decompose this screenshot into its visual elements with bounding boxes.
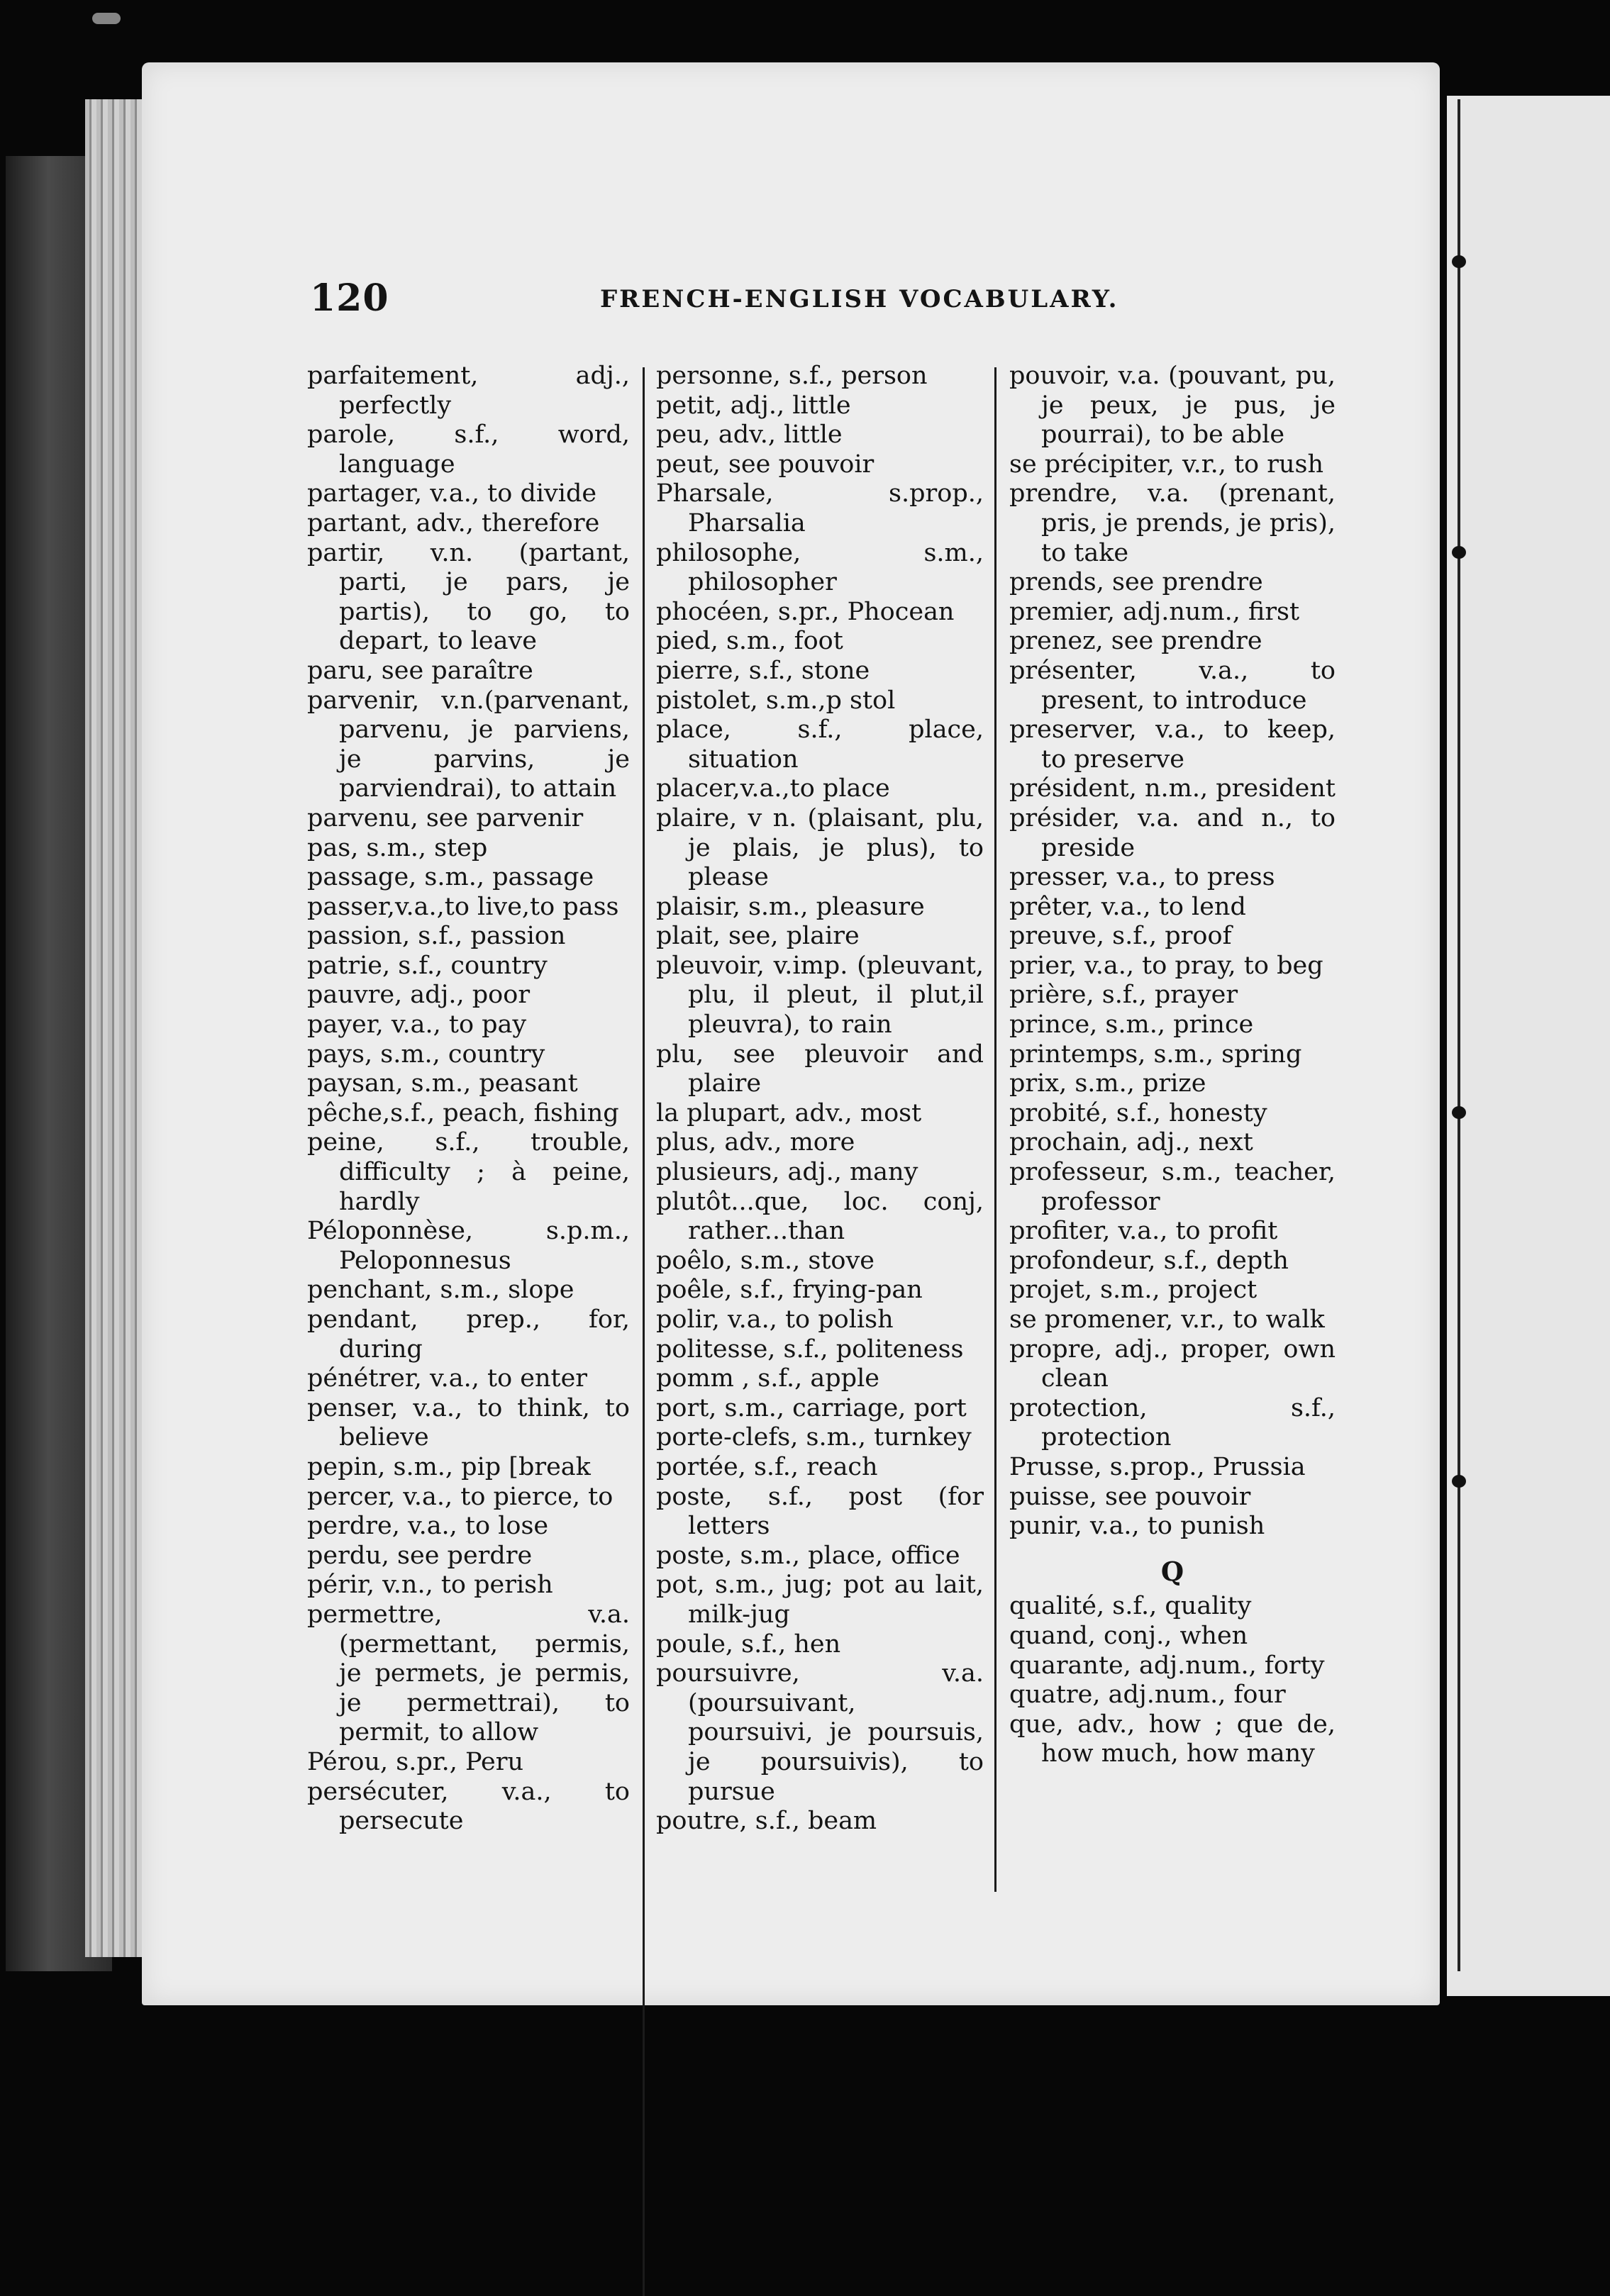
vocab-entry: poutre, s.f., beam: [656, 1807, 877, 1836]
vocab-entry: pied, s.m., foot: [656, 627, 843, 656]
vocab-entry: prier, v.a., to pray, to beg: [1009, 951, 1323, 980]
vocab-entry: pistolet, s.m.,p stol: [656, 686, 896, 715]
vocab-entry: pot, s.m., jug; pot au lait, milk-jug: [656, 1571, 984, 1629]
vocab-entry: poste, s.f., post (for letters: [656, 1482, 984, 1541]
vocab-entry: plus, adv., more: [656, 1128, 855, 1157]
vocab-entry: plait, see, plaire: [656, 922, 860, 951]
vocab-entry: projet, s.m., project: [1009, 1276, 1258, 1305]
running-head: FRENCH-ENGLISH VOCABULARY.: [600, 285, 1119, 313]
vocab-entry: poêle, s.f., frying-pan: [656, 1276, 923, 1305]
column-divider: [643, 367, 645, 2296]
vocab-entry: peine, s.f., trouble, difficulty ; à peine, hardly: [307, 1128, 630, 1216]
vocab-entry: poule, s.f., hen: [656, 1629, 841, 1659]
vocab-entry: pauvre, adj., poor: [307, 981, 531, 1010]
binding-mark: [1452, 546, 1466, 559]
vocab-entry: patrie, s.f., country: [307, 951, 548, 980]
vocab-entry: professeur, s.m., teacher, professor: [1009, 1158, 1336, 1216]
vocab-entry: passion, s.f., passion: [307, 922, 566, 951]
vocab-entry: profiter, v.a., to profit: [1009, 1217, 1278, 1246]
vocab-entry: passer,v.a.,to live,to pass: [307, 892, 619, 921]
vocab-entry: plu, see pleuvoir and plaire: [656, 1040, 984, 1098]
vocab-entry: la plupart, adv., most: [656, 1098, 922, 1127]
vocab-entry: permettre, v.a. (permettant, permis, je permets, je permis, je permettrai), to permit, to allow: [307, 1600, 630, 1747]
vocab-entry: prix, s.m., prize: [1009, 1069, 1206, 1098]
binding-mark: [1452, 1475, 1466, 1488]
vocab-entry: parole, s.f., word, language: [307, 420, 630, 479]
vocab-entry: que, adv., how ; que de, how much, how many: [1009, 1710, 1336, 1768]
vocab-entry: quand, conj., when: [1009, 1621, 1248, 1650]
vocab-entry: preserver, v.a., to keep, to preserve: [1009, 715, 1336, 774]
vocab-entry: pendant, prep., for, during: [307, 1305, 630, 1364]
vocab-entry: prince, s.m., prince: [1009, 1010, 1254, 1040]
vocab-entry: présenter, v.a., to present, to introduce: [1009, 656, 1336, 715]
vocab-entry: polir, v.a., to polish: [656, 1305, 894, 1334]
vocab-entry: pierre, s.f., stone: [656, 656, 870, 685]
vocab-entry: puisse, see pouvoir: [1009, 1482, 1251, 1511]
scan-artifact: [92, 13, 121, 24]
binding-mark: [1452, 255, 1466, 268]
vocab-entry: port, s.m., carriage, port: [656, 1393, 967, 1422]
vocab-entry: payer, v.a., to pay: [307, 1010, 527, 1040]
vocab-entry: Pérou, s.pr., Peru: [307, 1747, 524, 1776]
vocab-entry: politesse, s.f., politeness: [656, 1334, 964, 1364]
vocab-entry: plaisir, s.m., pleasure: [656, 892, 925, 921]
vocab-entry: plaire, v n. (plaisant, plu, je plais, je plus), to please: [656, 803, 984, 892]
vocab-entry: Pharsale, s.prop., Pharsalia: [656, 479, 984, 537]
column-3: [1009, 362, 1336, 1769]
vocab-entry: pepin, s.m., pip [break: [307, 1452, 591, 1481]
vocab-entry: Prusse, s.prop., Prussia: [1009, 1452, 1306, 1481]
facing-page: [1447, 96, 1610, 1996]
vocab-entry: pénétrer, v.a., to enter: [307, 1364, 588, 1393]
vocab-entry: périr, v.n., to perish: [307, 1571, 553, 1600]
vocab-entry: petit, adj., little: [656, 391, 851, 420]
vocab-entry: prochain, adj., next: [1009, 1128, 1253, 1157]
vocab-entry: poste, s.m., place, office: [656, 1541, 960, 1570]
vocab-entry: prends, see prendre: [1009, 568, 1263, 597]
vocab-entry: protection, s.f., protection: [1009, 1393, 1336, 1452]
vocab-entry: punir, v.a., to punish: [1009, 1512, 1265, 1541]
column-2: [656, 362, 984, 1837]
vocab-entry: partager, v.a., to divide: [307, 479, 597, 508]
vocab-entry: prenez, see prendre: [1009, 627, 1262, 656]
vocab-entry: Péloponnèse, s.p.m., Peloponnesus: [307, 1217, 630, 1275]
vocab-entry: plusieurs, adj., many: [656, 1158, 918, 1187]
column-1: [307, 362, 630, 1837]
page-number: 120: [310, 277, 389, 320]
vocab-entry: philosophe, s.m., philosopher: [656, 538, 984, 597]
vocab-entry: pas, s.m., step: [307, 833, 488, 862]
vocab-entry: premier, adj.num., first: [1009, 597, 1300, 626]
vocab-entry: président, n.m., president: [1009, 774, 1336, 803]
vocab-entry: pays, s.m., country: [307, 1040, 545, 1069]
vocab-entry: persécuter, v.a., to persecute: [307, 1777, 630, 1836]
vocab-entry: paysan, s.m., peasant: [307, 1069, 578, 1098]
vocab-entry: portée, s.f., reach: [656, 1452, 878, 1481]
column-divider: [994, 367, 996, 1892]
vocab-entry: poêlo, s.m., stove: [656, 1246, 875, 1275]
vocab-entry: plutôt...que, loc. conj, rather...than: [656, 1187, 984, 1246]
vocab-entry: phocéen, s.pr., Phocean: [656, 597, 955, 626]
vocab-entry: prendre, v.a. (prenant, pris, je prends, je pris), to take: [1009, 479, 1336, 567]
facing-page-rule: [1458, 99, 1460, 1971]
vocab-entry: partant, adv., therefore: [307, 508, 600, 537]
vocab-entry: probité, s.f., honesty: [1009, 1098, 1267, 1127]
vocab-entry: quarante, adj.num., forty: [1009, 1651, 1325, 1680]
vocab-entry: percer, v.a., to pierce, to: [307, 1482, 614, 1511]
vocab-entry: parvenir, v.n.(parvenant, parvenu, je parviens, je parvins, je parviendrai), to attain: [307, 686, 630, 803]
binding-mark: [1452, 1106, 1466, 1119]
vocab-entry: pomm , s.f., apple: [656, 1364, 879, 1393]
vocab-entry: profondeur, s.f., depth: [1009, 1246, 1289, 1275]
vocab-entry: quatre, adj.num., four: [1009, 1681, 1286, 1710]
vocab-entry: pouvoir, v.a. (pouvant, pu, je peux, je pus, je pourrai), to be able: [1009, 362, 1336, 450]
vocab-entry: printemps, s.m., spring: [1009, 1040, 1302, 1069]
vocab-entry: perdre, v.a., to lose: [307, 1512, 549, 1541]
vocab-entry: se promener, v.r., to walk: [1009, 1305, 1325, 1334]
vocab-entry: propre, adj., proper, own clean: [1009, 1334, 1336, 1393]
section-letter: Q: [1160, 1556, 1184, 1587]
vocab-entry: paru, see paraître: [307, 656, 533, 685]
vocab-entry: porte-clefs, s.m., turnkey: [656, 1423, 972, 1452]
vocab-entry: partir, v.n. (partant, parti, je pars, je partis), to go, to depart, to leave: [307, 538, 630, 656]
vocab-entry: personne, s.f., person: [656, 362, 928, 390]
vocab-entry: passage, s.m., passage: [307, 863, 594, 892]
vocab-entry: présider, v.a. and n., to preside: [1009, 803, 1336, 862]
vocab-entry: place, s.f., place, situation: [656, 715, 984, 774]
vocab-entry: peu, adv., little: [656, 420, 843, 450]
vocab-entry: penser, v.a., to think, to believe: [307, 1393, 630, 1452]
vocab-entry: se précipiter, v.r., to rush: [1009, 450, 1324, 479]
vocab-entry: parfaitement, adj., perfectly: [307, 362, 630, 420]
vocab-entry: pêche,s.f., peach, fishing: [307, 1098, 619, 1127]
vocab-entry: poursuivre, v.a. (poursuivant, poursuivi, je poursuis, je poursuivis), to pursue: [656, 1659, 984, 1806]
vocab-entry: preuve, s.f., proof: [1009, 922, 1232, 951]
vocab-entry: parvenu, see parvenir: [307, 803, 584, 832]
vocab-entry: presser, v.a., to press: [1009, 863, 1275, 892]
vocab-entry: placer,v.a.,to place: [656, 774, 890, 803]
vocab-entry: pleuvoir, v.imp. (pleuvant, plu, il pleut, il plut,il pleuvra), to rain: [656, 951, 984, 1040]
vocab-entry: perdu, see perdre: [307, 1541, 533, 1570]
vocab-entry: prêter, v.a., to lend: [1009, 892, 1246, 921]
vocab-entry: penchant, s.m., slope: [307, 1276, 574, 1305]
vocab-entry: peut, see pouvoir: [656, 450, 875, 479]
vocab-entry: qualité, s.f., quality: [1009, 1592, 1252, 1621]
vocab-entry: prière, s.f., prayer: [1009, 981, 1238, 1010]
